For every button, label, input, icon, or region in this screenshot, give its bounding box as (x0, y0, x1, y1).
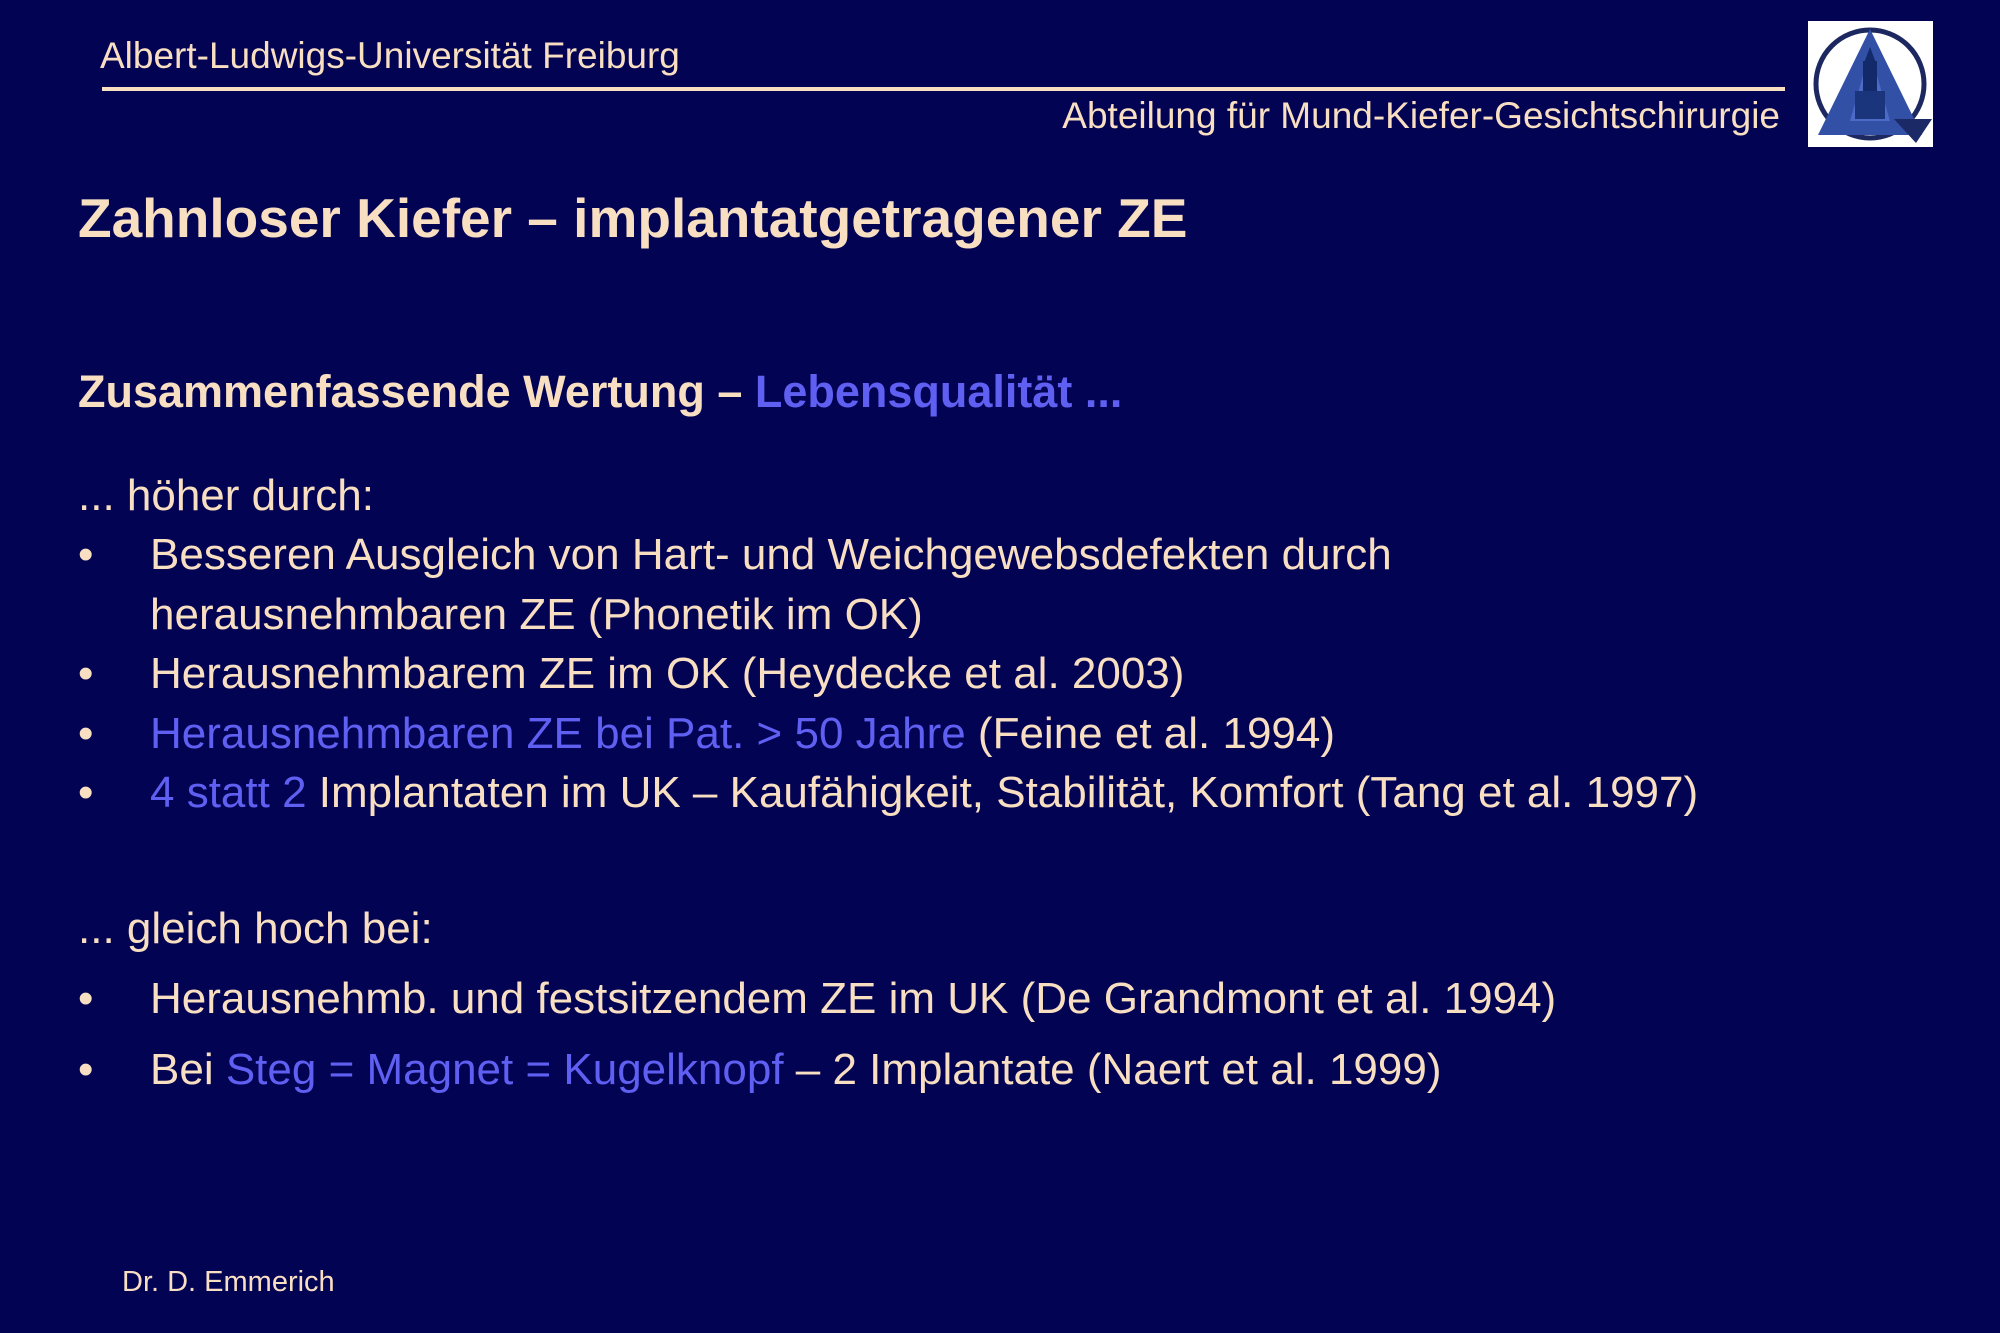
bullet-icon: • (78, 974, 94, 1023)
list-item-accent: Herausnehmbaren ZE bei Pat. > 50 Jahre (150, 709, 966, 758)
list-item-plain: (Feine et al. 1994) (965, 709, 1336, 758)
bullet-icon: • (78, 649, 94, 698)
list-item-text (150, 767, 1698, 819)
bullet-icon: • (78, 1045, 94, 1094)
slide-title: Zahnloser Kiefer – implantatgetragener ZE (78, 187, 1188, 249)
list-item-text: herausnehmbaren ZE (Phonetik im OK) (150, 590, 923, 639)
list-item-text (150, 1044, 1441, 1096)
list-item-plain: Implantaten im UK – Kaufähigkeit, Stabilität, Komfort (Tang et al. 1997) (306, 768, 1699, 817)
list-item-plain: – 2 Implantate (Naert et al. 1999) (783, 1045, 1442, 1094)
bullet-icon: • (78, 768, 94, 817)
author-footer: Dr. D. Emmerich (122, 1266, 335, 1298)
section-heading (78, 365, 1122, 419)
list-item-text: Herausnehmbarem ZE im OK (Heydecke et al. 2003) (150, 649, 1185, 698)
department-name: Abteilung für Mund-Kiefer-Gesichtschirurgie (1062, 95, 1780, 136)
group2-lead: ... gleich hoch bei: (78, 904, 433, 953)
list-item-accent: 4 statt 2 (150, 768, 307, 817)
list-item-text: Besseren Ausgleich von Hart- und Weichgewebsdefekten durch (150, 530, 1392, 579)
list-item-plain: Bei (150, 1045, 226, 1094)
group1-lead: ... höher durch: (78, 471, 374, 520)
cathedral-triangle-logo-icon (1808, 21, 1933, 147)
list-item-text: Herausnehmb. und festsitzendem ZE im UK (De Grandmont et al. 1994) (150, 974, 1557, 1023)
list-item-text (150, 708, 1335, 760)
header-divider (102, 87, 1785, 91)
section-heading-prefix: Zusammenfassende Wertung – (78, 366, 755, 417)
section-heading-accent: Lebensqualität ... (754, 366, 1123, 417)
bullet-icon: • (78, 709, 94, 758)
university-name: Albert-Ludwigs-Universität Freiburg (100, 35, 680, 76)
bullet-icon: • (78, 530, 94, 579)
list-item-accent: Steg = Magnet = Kugelknopf (225, 1045, 784, 1094)
